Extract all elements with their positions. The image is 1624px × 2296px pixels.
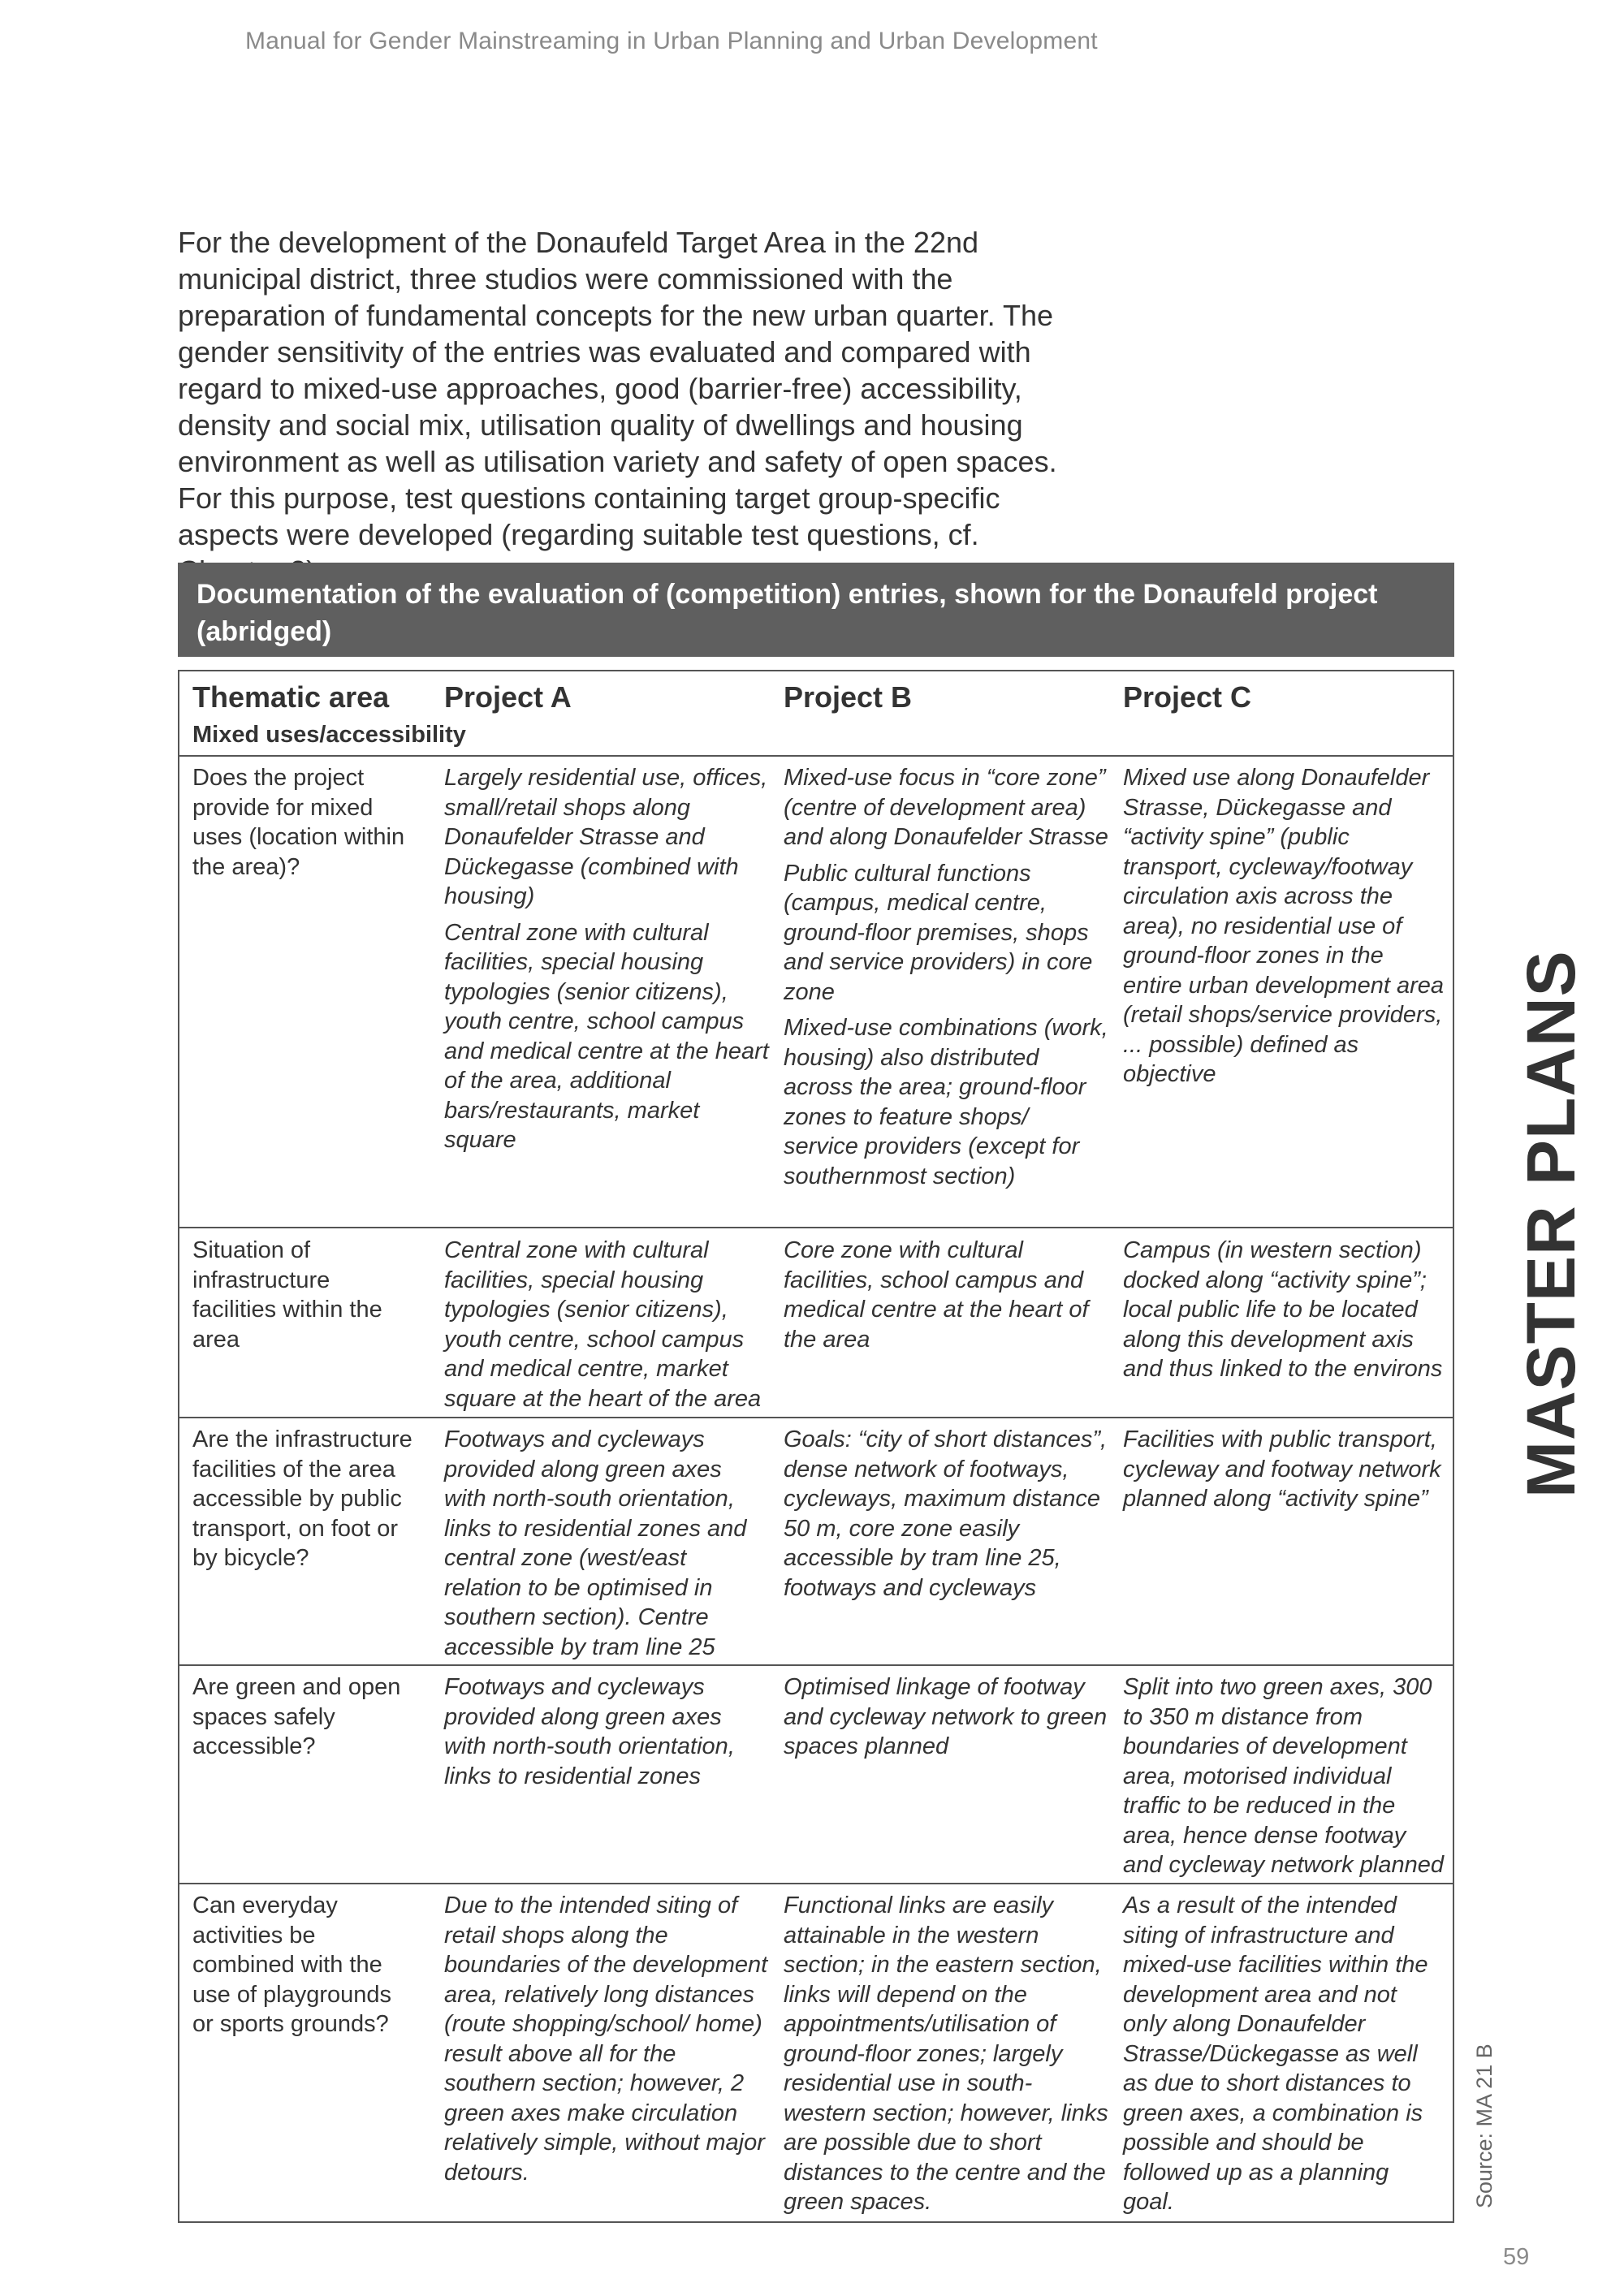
row-1-a-p1: Largely residential use, offices, small/retail shops along Donaufelder Strasse and Dückegasse (combined with housing) — [444, 765, 768, 909]
row-1-project-c — [1123, 763, 1444, 1090]
row-2-project-b — [784, 1236, 1108, 1354]
row-4-project-c — [1123, 1672, 1444, 1880]
row-1-b-p1: Mixed-use focus in “core zone” (centre of development area) and along Donaufelder Strasse — [784, 765, 1108, 850]
row-2-b-p1: Core zone with cultural facilities, school campus and medical centre at the heart of the area — [784, 1237, 1089, 1353]
running-header: Manual for Gender Mainstreaming in Urban Planning and Urban Development — [245, 28, 1098, 54]
section-label: Mixed uses/accessibility — [192, 722, 466, 748]
row-1-question: Does the project provide for mixed uses (location within the area)? — [192, 765, 405, 880]
row-4-project-b — [784, 1672, 1108, 1762]
row-4-c-p1: Split into two green axes, 300 to 350 m distance from boundaries of development area, motorised individual traffic to be reduced in the area, hence dense footway and cycleway network planned — [1123, 1674, 1444, 1878]
row-1-c-p1: Mixed use along Donaufelder Strasse, Dückegasse and “activity spine” (public transport, cycleway/footway circulation axis across the area), no residential use of ground-floor zones in the entire urban development area (retail shops/service providers, ... possible) defined as objective — [1123, 765, 1444, 1087]
row-1-project-b — [784, 763, 1108, 1191]
row-2-project-c — [1123, 1236, 1444, 1384]
row-4-question: Are green and open spaces safely accessible? — [192, 1674, 401, 1759]
section-divider — [179, 755, 1453, 757]
source-note: Source: MA 21 B — [1472, 2044, 1497, 2208]
row-2-c-p1: Campus (in western section) docked along “activity spine”; local public life to be located along this development axis and thus linked to the environs — [1123, 1237, 1443, 1382]
intro-text — [178, 224, 1075, 589]
row-2-question: Situation of infrastructure facilities within the area — [192, 1237, 382, 1353]
row-divider — [179, 1664, 1453, 1666]
row-5-b-p1: Functional links are easily attainable in the western section; in the eastern section, links will depend on the appointments/utilisation of ground-floor zones; largely residential use in south-western section; however, links are possible due to short distances to the centre and the green spaces. — [784, 1892, 1108, 2215]
row-4-b-p1: Optimised linkage of footway and cycleway network to green spaces planned — [784, 1674, 1108, 1759]
row-3-b-p1: Goals: “city of short distances”, dense network of footways, cycleways, maximum distance 50 m, core zone easily accessible by tram line 25, footways and cycleways — [784, 1426, 1108, 1601]
row-divider — [179, 1417, 1453, 1418]
intro-paragraph: For the development of the Donaufeld Target Area in the 22nd municipal district, three studios were commissioned with the preparation of fundamental concepts for the new urban quarter. The gender sensitivity of the entries was evaluated and compared with regard to mixed-use approaches, good (barrier-free) accessibility, density and social mix, utilisation quality of dwellings and housing environment as well as utilisation variety and safety of open spaces. For this purpose, test questions containing target group-specific aspects were developed (regarding suitable test questions, cf. — [178, 226, 1057, 551]
row-1-b-p2: Public cultural functions (campus, medical centre, ground-floor premises, shops and service providers) in core zone — [784, 860, 1093, 1005]
row-5-c-p1: As a result of the intended siting of infrastructure and mixed-use facilities within the development area and not only along Donaufelder Strasse/Dückegasse as well as due to short distances to green axes, a combination is possible and should be followed up as a planning goal. — [1123, 1892, 1428, 2215]
row-5-project-b — [784, 1891, 1108, 2217]
table-caption: Documentation of the evaluation of (competition) entries, shown for the Donaufeld project (abridged) — [178, 563, 1454, 657]
page-number: 59 — [1503, 2244, 1530, 2270]
row-1-b-p3: Mixed-use combinations (work, housing) also distributed across the area; ground-floor zones to feature shops/ service providers (except for southernmost section) — [784, 1015, 1108, 1189]
row-divider — [179, 1883, 1453, 1884]
row-1-a-p2: Central zone with cultural facilities, special housing typologies (senior citizens), youth centre, school campus and medical centre at the heart of the area, additional bars/restaurants, market square — [444, 919, 769, 1153]
row-3-c-p1: Facilities with public transport, cycleway and footway network planned along “activity spine” — [1123, 1426, 1441, 1512]
header-project-a: Project A — [444, 680, 572, 714]
row-5-a-p1: Due to the intended siting of retail shops along the boundaries of the development area, relatively long distances (route shopping/school/ home) result above all for the southern section; however, 2 green axes make circulation relatively simple, without major detours. — [444, 1892, 768, 2186]
row-2-a-p1: Central zone with cultural facilities, special housing typologies (senior citizens), youth centre, school campus and medical centre, market square at the heart of the area — [444, 1237, 762, 1412]
row-3-project-c — [1123, 1425, 1444, 1514]
row-3-project-a — [444, 1425, 769, 1662]
row-divider — [179, 1227, 1453, 1228]
row-4-project-a — [444, 1672, 769, 1791]
row-3-a-p1: Footways and cycleways provided along green axes with north-south orientation, links to residential zones and central zone (west/east relation to be optimised in southern section). Centre accessible by tram line 25 — [444, 1426, 747, 1660]
row-5-question: Can everyday activities be combined with the use of playgrounds or sports grounds? — [192, 1892, 392, 2037]
header-project-b: Project B — [784, 680, 913, 714]
evaluation-table — [178, 670, 1454, 2223]
row-5-project-c — [1123, 1891, 1444, 2217]
section-side-title: MASTER PLANS — [1513, 950, 1589, 1498]
header-thematic-area: Thematic area — [192, 680, 390, 714]
row-4-a-p1: Footways and cycleways provided along green axes with north-south orientation, links to residential zones — [444, 1674, 735, 1789]
row-2-project-a — [444, 1236, 769, 1413]
row-3-question: Are the infrastructure facilities of the area accessible by public transport, on foot or by bicycle? — [192, 1426, 412, 1571]
table-header-row — [179, 671, 1453, 714]
row-5-project-a — [444, 1891, 769, 2187]
row-3-project-b — [784, 1425, 1108, 1603]
header-project-c: Project C — [1123, 680, 1252, 714]
row-1-project-a — [444, 763, 769, 1155]
